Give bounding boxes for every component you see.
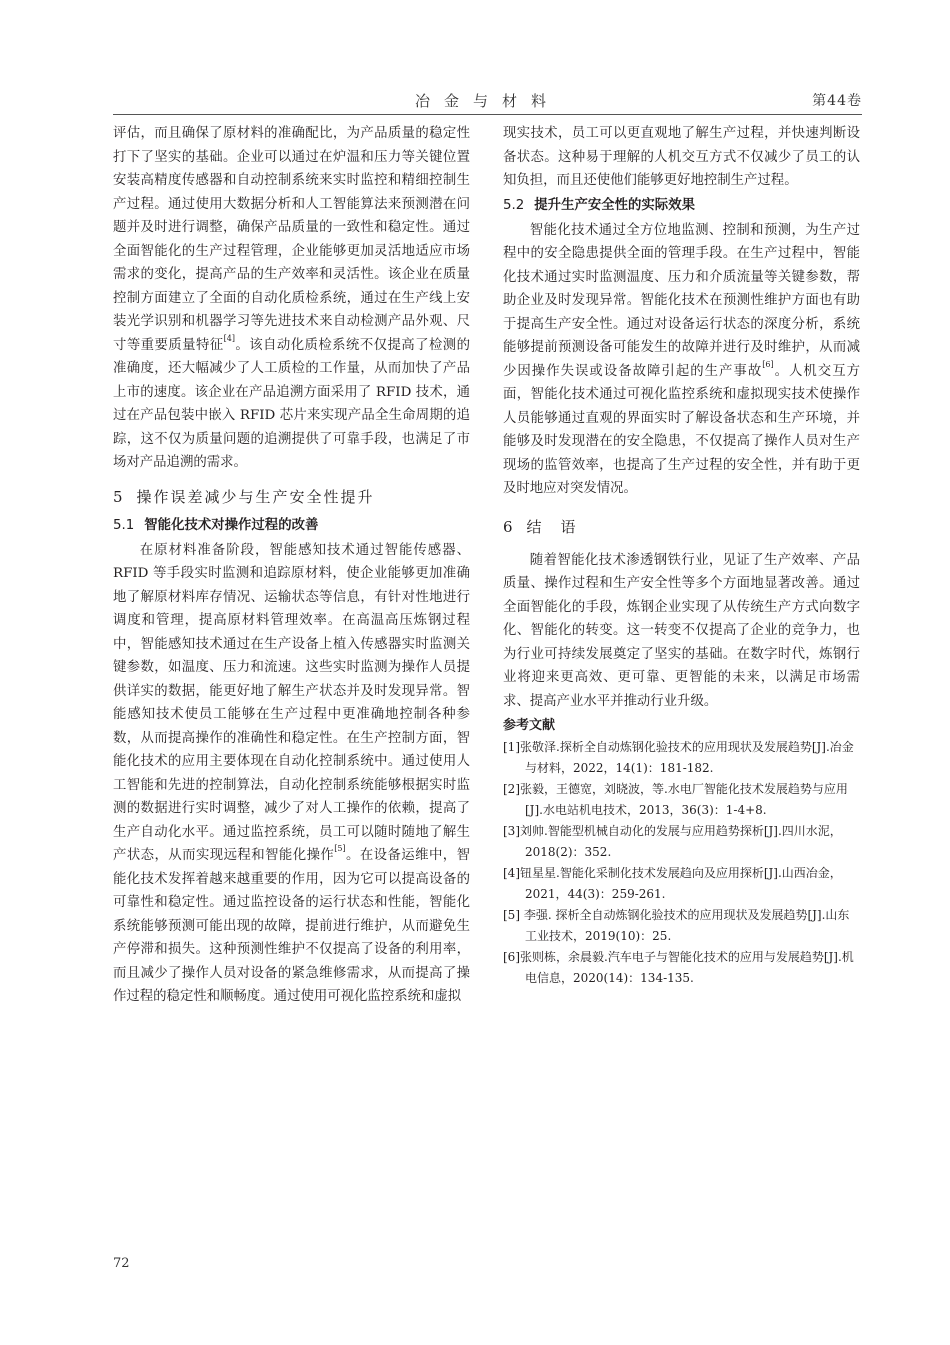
paragraph: 在原材料准备阶段，智能感知技术通过智能传感器、RFID 等手段实时监测和追踪原材料，使企业能够更加准确地了解原材料库存情况、运输状态等信息，有针对性地进行调度和管理，提高原材料管理效率。在高温高压炼钢过程中，智能感知技术通过在生产设备上植入传感器实时监测关键参数，如温度、压力和流速。这些实时监测为操作人员提供详实的数据，能更好地了解生产状态并及时发现异常。智能感知技术使员工能够在生产过程中更准确地控制各种参数，从而提高操作的准确性和稳定性。在生产控制方面，智能化技术的应用主要体现在自动化控制系统中。通过使用人工智能和先进的控制算法，自动化控制系统能够根据实时监测的数据进行实时调整，减少了对人工操作的依赖，提高了生产自动化水平。通过监控系统，员工可以随时随地了解生产状态，从而实现远程和智能化操作[5]。在设备运维中，智能化技术发挥着越来越重要的作用，因为它可以提高设备的可靠性和稳定性。通过监控设备的运行状态和性能，智能化系统能够预测可能出现的故障，提前进行维护，从而避免生产停滞和损失。这种预测性维护不仅提高了设备的利用率，而且减少了操作人员对设备的紧急维修需求，从而提高了操作过程的稳定性和顺畅度。通过使用可视化监控系统和虚拟 bbox=[113, 542, 470, 1004]
reference-item: [3]刘帅.智能型机械自动化的发展与应用趋势探析[J].四川水泥，2018(2)：352. bbox=[503, 824, 842, 859]
subsection-heading-5-2: 5.2 提升生产安全性的实际效果 bbox=[503, 197, 695, 213]
left-column bbox=[113, 122, 470, 1009]
reference-item: [1]张敬泽.探析全自动炼钢化验技术的应用现状及发展趋势[J].冶金与材料，2022，14(1)：181-182. bbox=[503, 740, 854, 775]
citation[interactable]: [6] bbox=[762, 359, 774, 369]
citation[interactable]: [4] bbox=[223, 333, 235, 343]
section-heading-6: 6 结 语 bbox=[503, 517, 578, 536]
journal-title: 冶金与材料 bbox=[414, 92, 560, 110]
paragraph: 随着智能化技术渗透钢铁行业，见证了生产效率、产品质量、操作过程和生产安全性等多个方面地显著改善。通过全面智能化的手段，炼钢企业实现了从传统生产方式向数字化、智能化的转变。这一转变不仅提高了企业的竞争力，也为行业可持续发展奠定了坚实的基础。在数字时代，炼钢行业将迎来更高效、更可靠、更智能的未来，以满足市场需求、提高产业水平并推动行业升级。 bbox=[503, 552, 860, 709]
references-list bbox=[503, 737, 860, 989]
header-rule bbox=[113, 114, 862, 115]
paragraph: 现实技术，员工可以更直观地了解生产过程，并快速判断设备状态。这种易于理解的人机交互方式不仅减少了员工的认知负担，而且还使他们能够更好地控制生产过程。 bbox=[503, 126, 860, 188]
references-heading: 参考文献 bbox=[503, 718, 556, 733]
paragraph: 智能化技术通过全方位地监测、控制和预测，为生产过程中的安全隐患提供全面的管理手段。在生产过程中，智能化技术通过实时监测温度、压力和介质流量等关键参数，帮助企业及时发现异常。智能化技术在预测性维护方面也有助于提高生产安全性。通过对设备运行状态的深度分析，系统能够提前预测设备可能发生的故障并进行及时维护，从而减少因操作失误或设备故障引起的生产事故[6]。人机交互方面，智能化技术通过可视化监控系统和虚拟现实技术使操作人员能够通过直观的界面实时了解设备状态和生产环境，并能够及时发现潜在的安全隐患，不仅提高了操作人员对生产现场的监管效率，也提高了生产过程的安全性，并有助于更及时地应对突发情况。 bbox=[503, 222, 861, 496]
paragraph: 评估，而且确保了原材料的准确配比，为产品质量的稳定性打下了坚实的基础。企业可以通过在炉温和压力等关键位置安装高精度传感器和自动控制系统来实时监控和精细控制生产过程。通过使用大数据分析和人工智能算法来预测潜在问题并及时进行调整，确保产品质量的一致性和稳定性。通过全面智能化的生产过程管理，企业能够更加灵活地适应市场需求的变化，提高产品的生产效率和灵活性。该企业在质量控制方面建立了全面的自动化质检系统，通过在生产线上安装光学识别和机器学习等先进技术来自动检测产品外观、尺寸等重要质量特征[4]。该自动化质检系统不仅提高了检测的准确度，还大幅减少了人工质检的工作量，从而加快了产品上市的速度。该企业在产品追溯方面采用了 RFID 技术，通过在产品包装中嵌入 RFID 芯片来实现产品全生命周期的追踪，这不仅为质量问题的追溯提供了可靠手段，也满足了市场对产品追溯的需求。 bbox=[113, 126, 470, 470]
page-number: 72 bbox=[113, 1256, 130, 1271]
reference-item: [4]钮星星.智能化采制化技术发展趋向及应用探析[J].山西冶金，2021，44(3)：259-261. bbox=[503, 866, 842, 901]
reference-item: [2]张毅，王德宽，刘晓波，等.水电厂智能化技术发展趋势与应用[J].水电站机电技术，2013，36(3)：1-4+8. bbox=[503, 782, 848, 817]
right-column bbox=[503, 122, 860, 989]
citation[interactable]: [5] bbox=[334, 844, 346, 853]
section-heading-5: 5 操作误差减少与生产安全性提升 bbox=[113, 487, 375, 506]
reference-item: [5] 李强. 探析全自动炼钢化验技术的应用现状及发展趋势[J].山东工业技术，2019(10)：25. bbox=[503, 908, 850, 943]
reference-item: [6]张则栋，余晨毅.汽车电子与智能化技术的应用与发展趋势[J].机电信息，2020(14)：134-135. bbox=[503, 950, 854, 985]
volume-number: 第44卷 bbox=[812, 93, 862, 109]
subsection-heading-5-1: 5.1 智能化技术对操作过程的改善 bbox=[113, 517, 319, 533]
running-header bbox=[113, 86, 862, 112]
